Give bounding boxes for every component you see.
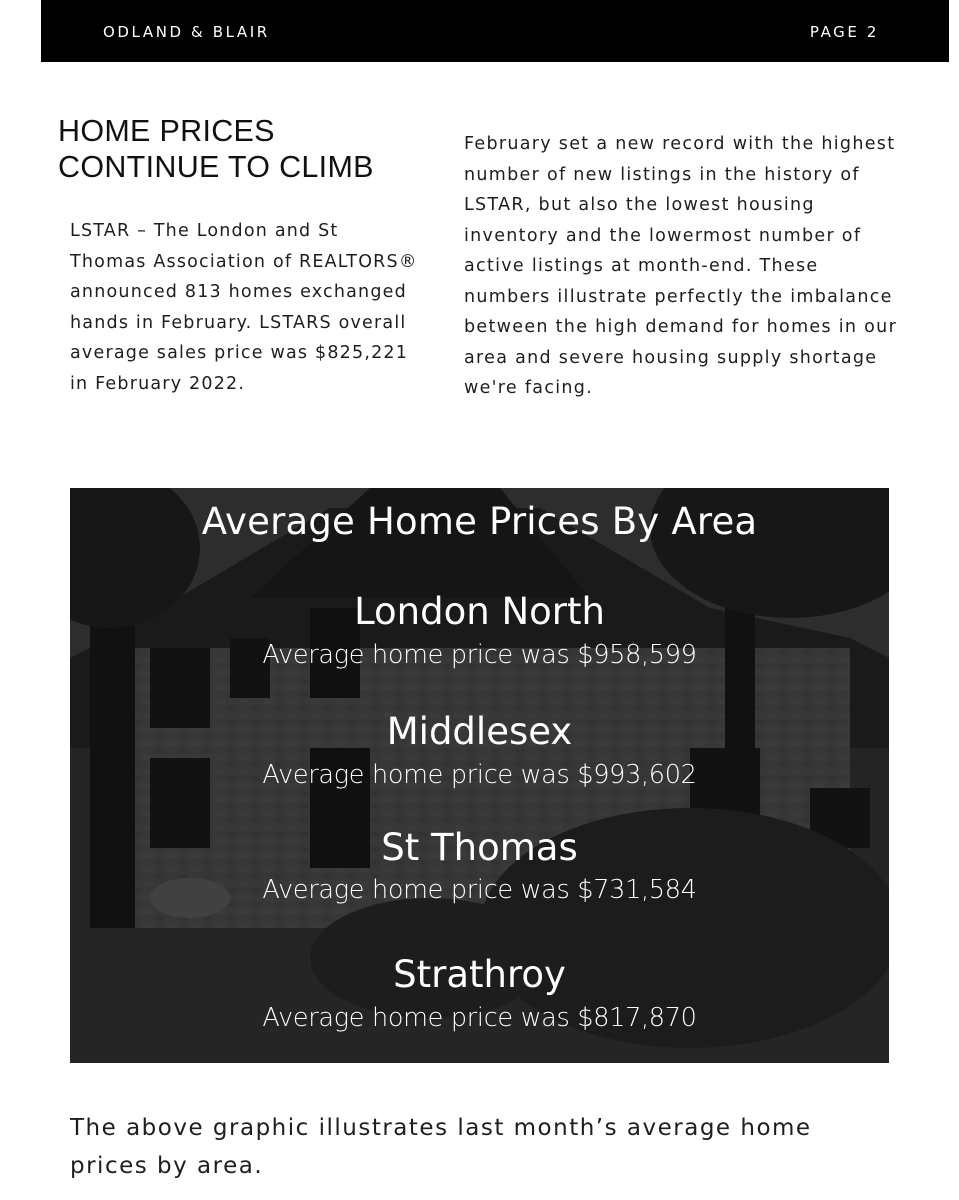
article-headline: HOME PRICES CONTINUE TO CLIMB (58, 114, 374, 184)
area-price-strathroy: Average home price was $817,870 (262, 1003, 697, 1033)
page-header (41, 0, 949, 62)
area-name-middlesex: Middlesex (386, 710, 573, 753)
area-price-middlesex: Average home price was $993,602 (262, 760, 697, 790)
brand-name: ODLAND & BLAIR (103, 23, 270, 41)
record-paragraph: February set a new record with the highest number of new listings in the history of LSTAR, but also the lowest housing inventory and the lowermost number of active listings at month-end. These numbers illustrate perfectly the imbalance between the high demand for homes in our area and severe housing supply shortage we're facing. (464, 134, 898, 398)
area-price-st-thomas: Average home price was $731,584 (262, 875, 697, 905)
area-name-st-thomas: St Thomas (381, 826, 578, 869)
page-number: PAGE 2 (809, 23, 879, 41)
graphic-title: Average Home Prices By Area (201, 500, 758, 543)
area-prices-graphic (70, 488, 889, 1063)
area-price-london-north: Average home price was $958,599 (262, 640, 697, 670)
area-name-strathroy: Strathroy (393, 953, 566, 996)
graphic-caption: The above graphic illustrates last month’s average home prices by area. (70, 1115, 812, 1179)
intro-paragraph: LSTAR – The London and St Thomas Association of REALTORS® announced 813 homes exchanged hands in February. LSTARS overall average sales price was $825,221 in February 2022. (70, 221, 418, 394)
area-name-london-north: London North (354, 590, 605, 633)
